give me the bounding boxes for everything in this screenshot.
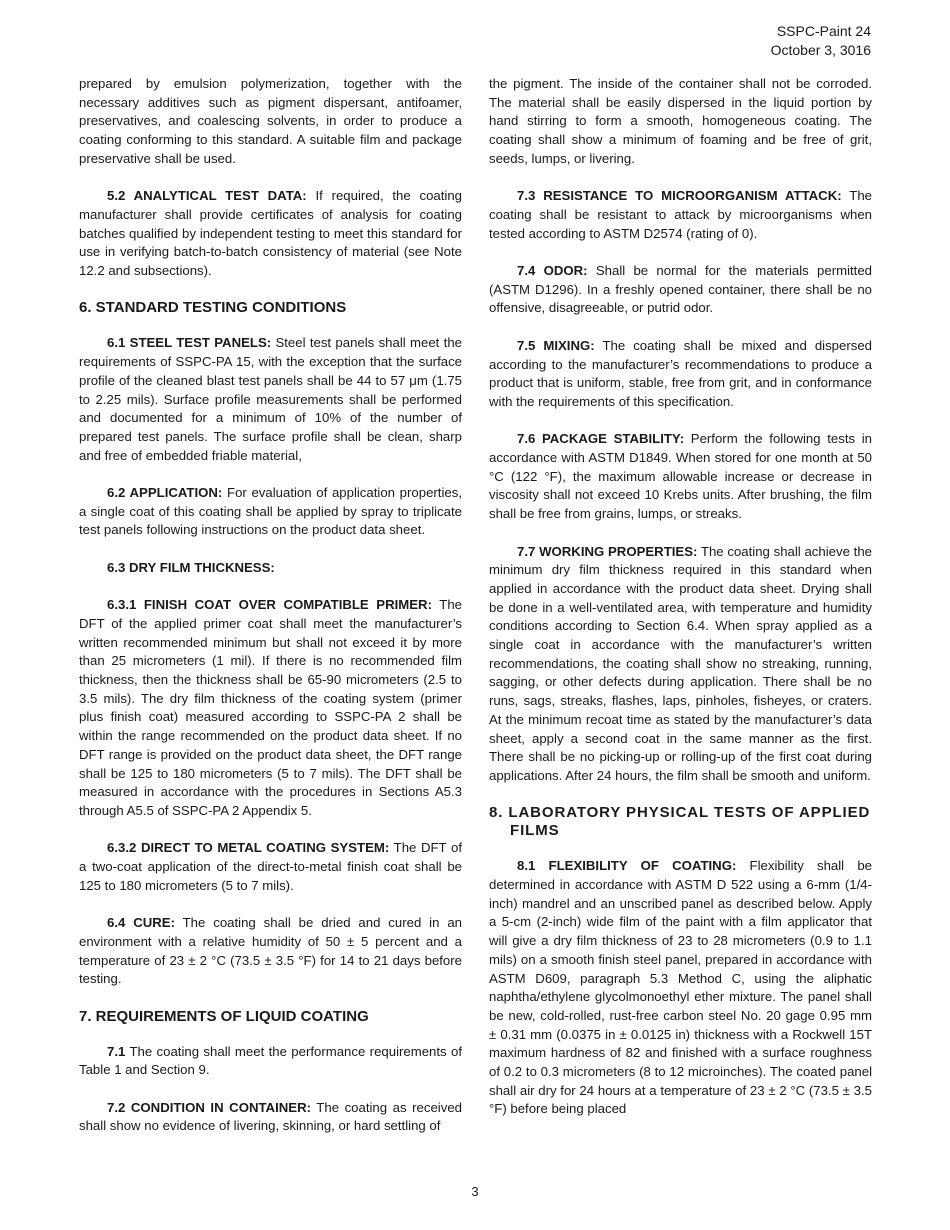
section-6-3-title: 6.3 DRY FILM THICKNESS: <box>107 559 275 575</box>
section-6-1 <box>79 334 462 465</box>
section-7-7-text: The coating shall achieve the minimum dry film thickness required in this standard when applied in accordance with the product data sheet. Drying shall be done in a well-ventilated area, with temperature and humidity conditions according to Section 6.4. When spray applied as a single coat in accordance with the manufacturer’s written recommendations, the coating shall show no streaking, running, sagging, or other defects during application. There shall be no runs, sags, streaks, flashes, laps, pinholes, fisheyes, or craters. At the minimum recoat time as stated by the manufacturer’s data sheet, apply a second coat in the same manner as the first. There shall be no picking-up or rolling-up of the first coat during applications. After 24 hours, the film shall be smooth and uniform. <box>489 543 872 783</box>
section-6-3-2 <box>79 839 462 895</box>
section-7-4-text: Shall be normal for the materials permitted (ASTM D1296). In a freshly opened container, there shall be no offensive, disagreeable, or putrid odor. <box>489 263 873 316</box>
section-7-1-title: 7.1 <box>107 1043 126 1059</box>
section-6-3-2-text: The DFT of a two-coat application of the direct-to-metal finish coat shall be 125 to 180 micrometers (5 to 7 mils). <box>79 840 462 893</box>
section-7-1-text: The coating shall meet the performance requirements of Table 1 and Section 9. <box>79 1043 462 1078</box>
section-7-3-text: The coating shall be resistant to attack by microorganisms when tested according to ASTM D2574 (rating of 0). <box>489 188 872 241</box>
heading-section-7: 7. REQUIREMENTS OF LIQUID COATING <box>79 1007 369 1025</box>
document-id: SSPC-Paint 24 <box>776 23 871 39</box>
right-column <box>489 75 872 1138</box>
section-7-7 <box>489 543 872 786</box>
section-6-4 <box>79 914 462 989</box>
section-7-3 <box>489 187 872 243</box>
section-6-3-2-title: 6.3.2 DIRECT TO METAL COATING SYSTEM: <box>107 840 390 856</box>
section-7-6 <box>489 430 872 524</box>
section-8-1-title: 8.1 FLEXIBILITY OF COATING: <box>517 858 737 874</box>
intro-paragraph: prepared by emulsion polymerization, together with the necessary additives such as pigment dispersant, antifoamer, preservatives, and coalescing solvents, in order to produce a coating conforming to this standard. A suitable film and package preservative shall be used. <box>79 76 462 166</box>
heading-section-6: 6. STANDARD TESTING CONDITIONS <box>79 299 347 317</box>
section-6-2-text: For evaluation of application properties, a single coat of this coating shall be applied by spray to triplicate test panels following instructions on the product data sheet. <box>79 485 462 538</box>
section-6-2-title: 6.2 APPLICATION: <box>107 485 223 501</box>
section-7-6-text: Perform the following tests in accordance with ASTM D1849. When stored for one month at 50 °C (122 °F), the maximum allowable increase or decrease in viscosity shall not exceed 10 Krebs units. After brushing, the film shall be free from grains, lumps, or streaks. <box>489 431 872 522</box>
section-6-3-1-text: The DFT of the applied primer coat shall meet the manufacturer’s written recommended minimum but shall not exceed it by more than 25 micrometers (1 mil). If there is no recommended film thickness, then the thickness shall be 65-90 micrometers (2.5 to 3.5 mils). The dry film thickness of the coating system (primer plus finish coat) measured according to SSPC-PA 2 shall be within the range recommended on the product data sheet. If no DFT range is provided on the product data sheet, the DFT range shall be 125 to 180 micrometers (5 to 7 mils). The DFT shall be measured in accordance with the procedures in Sections A5.3 through A5.5 of SSPC-PA 2 Appendix 5. <box>79 597 463 818</box>
section-6-1-text: Steel test panels shall meet the requirements of SSPC-PA 15, with the exception that the surface profile of the cleaned blast test panels shall be 44 to 57 μm (1.75 to 2.25 mils). Surface profile measurements shall be performed and documented for a minimum of 10% of the number of prepared test panels. The surface profile shall be clean, sharp and free of embedded friable material, <box>79 335 462 463</box>
section-7-7-title: 7.7 WORKING PROPERTIES: <box>517 543 698 559</box>
page-number: 3 <box>471 1184 479 1199</box>
section-7-2-text: The coating as received shall show no evidence of livering, skinning, or hard settling of <box>79 1099 462 1134</box>
section-6-2 <box>79 484 462 540</box>
section-7-5-text: The coating shall be mixed and dispersed according to the manufacturer’s recommendations to produce a product that is uniform, stable, free from grit, and in conformance with the requirements of this specification. <box>489 337 873 409</box>
section-5-2-title: 5.2 ANALYTICAL TEST DATA: <box>107 188 307 204</box>
section-7-5 <box>489 337 872 412</box>
heading-section-8: 8. LABORATORY PHYSICAL TESTS OF APPLIED FILMS <box>489 804 871 840</box>
section-7-4-title: 7.4 ODOR: <box>517 263 588 278</box>
section-6-3-1-title: 6.3.1 FINISH COAT OVER COMPATIBLE PRIMER: <box>107 597 432 613</box>
left-column <box>79 75 462 1155</box>
section-6-1-title: 6.1 STEEL TEST PANELS: <box>107 335 272 351</box>
section-7-2-title: 7.2 CONDITION IN CONTAINER: <box>107 1099 311 1115</box>
section-5-2-text: If required, the coating manufacturer shall provide certificates of analysis for coating batches qualified by independent testing to meet this standard for use in verifying batch-to-batch consistency of material (see Note 12.2 and subsections). <box>79 188 463 279</box>
section-6-4-text: The coating shall be dried and cured in an environment with a relative humidity of 50 ± 5 percent and a temperature of 23 ± 2 °C (73.5 ± 3.5 °F) for 14 to 21 days before testing. <box>79 915 462 987</box>
section-8-1-text: Flexibility shall be determined in accordance with ASTM D 522 using a 6-mm (1/4-inch) mandrel and an unscribed panel as described below. Apply a 5-cm (2-inch) wide film of the paint with a film applicator that will give a dry film thickness of 23 to 28 micrometers (0.9 to 1.1 mils) on a smooth finish steel panel, prepared in accordance with ASTM D609, paragraph 5.3 Method C, using the aliphatic naphtha/ethylene glycolmonoethyl ether mixture. The panel shall be new, cold-rolled, rust-free carbon steel No. 20 gage 0.95 mm ± 0.31 mm (0.0375 in ± 0.0125 in) thickness with a Rockwell 15T maximum hardness of 82 and finished with a surface roughness of 0.2 to 0.3 micrometers (8 to 12 microinches). The coated panel shall air dry for 24 hours at a temperature of 23 ± 2 °C (73.5 ± 3.5 °F) before being placed <box>489 858 872 1117</box>
document-date: October 3, 3016 <box>770 42 871 58</box>
section-7-2 <box>79 1099 462 1136</box>
section-7-3-title: 7.3 RESISTANCE TO MICROORGANISM ATTACK: <box>517 188 842 204</box>
continued-paragraph: the pigment. The inside of the container shall not be corroded. The material shall be easily dispersed in the liquid portion by hand stirring to form a smooth, homogeneous coating. The coating shall show a minimum of foaming and be free of grit, seeds, lumps, or livering. <box>489 76 872 166</box>
section-5-2 <box>79 187 462 281</box>
section-6-3 <box>79 559 462 578</box>
section-6-3-1 <box>79 596 462 820</box>
section-7-1 <box>79 1043 462 1080</box>
section-7-6-title: 7.6 PACKAGE STABILITY: <box>517 431 685 447</box>
page-header <box>771 22 871 60</box>
section-7-5-title: 7.5 MIXING: <box>517 337 595 353</box>
section-8-1 <box>489 857 872 1119</box>
section-7-4 <box>489 262 872 318</box>
section-6-4-title: 6.4 CURE: <box>107 915 175 931</box>
